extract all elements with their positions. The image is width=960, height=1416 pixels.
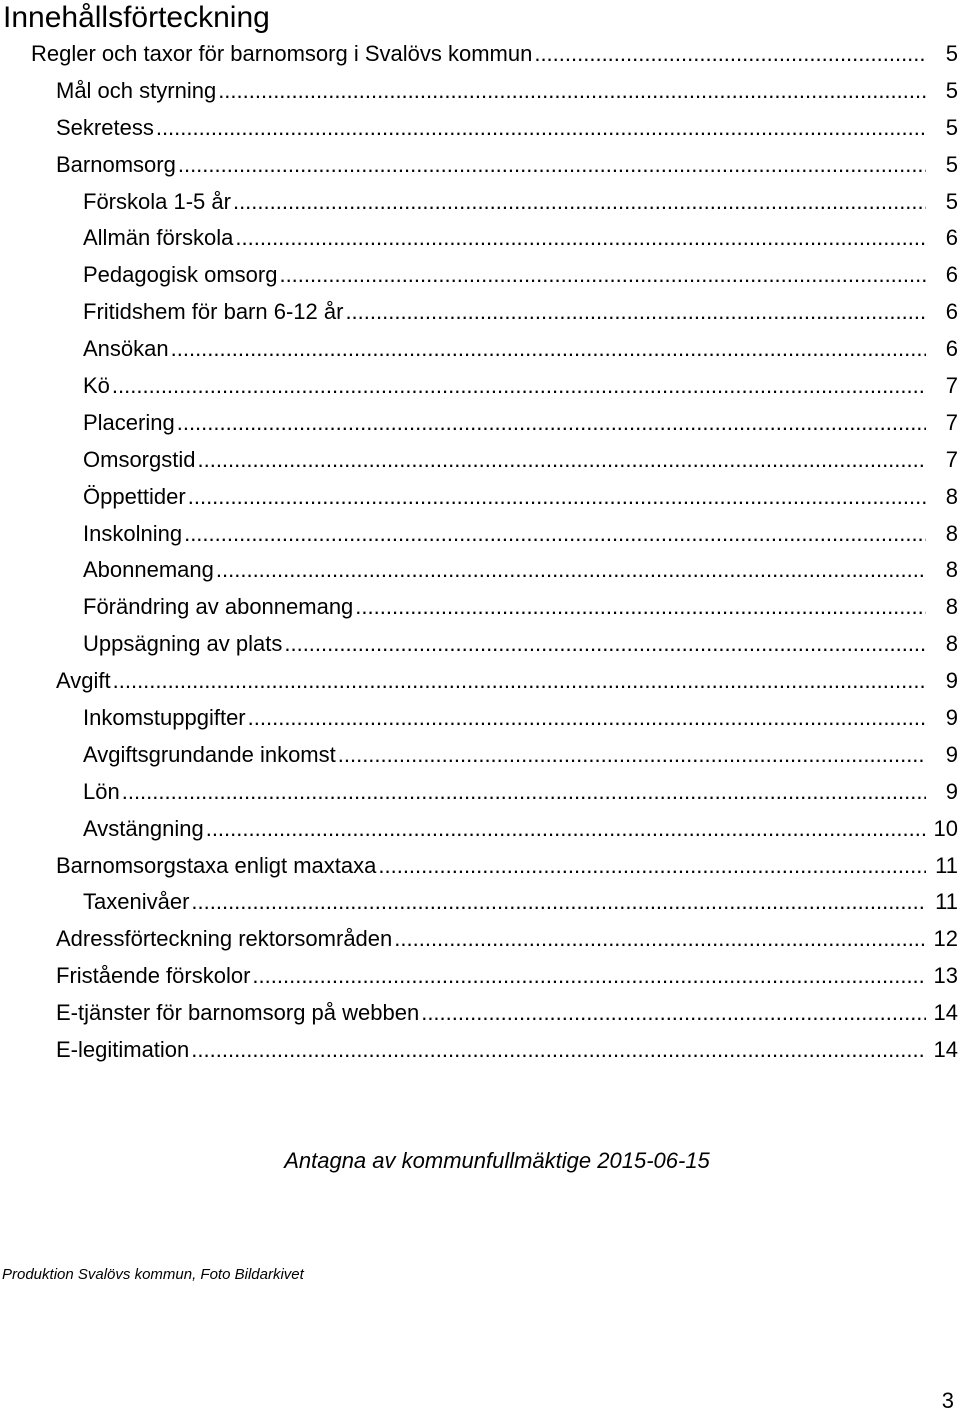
toc-dot-leader <box>284 626 926 663</box>
toc-dot-leader <box>338 737 926 774</box>
toc-entry-page: 6 <box>945 225 958 251</box>
toc-entry-title: Allmän förskola <box>83 225 234 251</box>
toc-entry-page: 12 <box>933 926 958 952</box>
toc-entry[interactable] <box>0 737 960 774</box>
toc-entry-page: 9 <box>945 778 958 804</box>
toc-entry-title: Avgift <box>56 668 111 694</box>
toc-entry[interactable] <box>0 36 960 73</box>
toc-entry-title: Abonnemang <box>83 557 214 583</box>
toc-dot-leader <box>378 848 926 885</box>
toc-entry[interactable] <box>0 552 960 589</box>
toc-entry-title: Avstängning <box>83 815 204 841</box>
toc-dot-leader <box>394 921 926 958</box>
toc-entry-title: Avgiftsgrundande inkomst <box>83 741 336 767</box>
toc-dot-leader <box>421 995 926 1032</box>
toc-entry[interactable] <box>0 257 960 294</box>
toc-dot-leader <box>177 405 926 442</box>
production-credits: Produktion Svalövs kommun, Foto Bildarkivet <box>2 1266 304 1283</box>
toc-dot-leader <box>178 147 926 184</box>
toc-entry-title: Uppsägning av plats <box>83 631 283 657</box>
toc-entry[interactable] <box>0 921 960 958</box>
toc-entry-page: 9 <box>945 741 958 767</box>
toc-entry[interactable] <box>0 663 960 700</box>
toc-entry-title: Inskolning <box>83 520 183 546</box>
toc-entry-page: 8 <box>945 483 958 509</box>
toc-entry-title: Omsorgstid <box>83 446 196 472</box>
toc-dot-leader <box>248 700 926 737</box>
toc-entry-page: 8 <box>945 520 958 546</box>
toc-entry-page: 7 <box>945 409 958 435</box>
toc-dot-leader <box>235 220 926 257</box>
toc-entry[interactable] <box>0 700 960 737</box>
toc-dot-leader <box>191 884 926 921</box>
toc-dot-leader <box>113 663 926 700</box>
toc-entry[interactable] <box>0 73 960 110</box>
toc-entry-page: 5 <box>945 41 958 66</box>
toc-dot-leader <box>218 73 926 110</box>
toc-entry[interactable] <box>0 884 960 921</box>
toc-entry-title: Fritidshem för barn 6-12 år <box>83 299 344 325</box>
toc-entry-title: Öppettider <box>83 483 186 509</box>
toc-entry-title: Mål och styrning <box>56 77 217 103</box>
toc-entry-page: 11 <box>935 889 958 915</box>
toc-entry[interactable] <box>0 147 960 184</box>
toc-entry-page: 9 <box>945 668 958 694</box>
toc-entry-page: 8 <box>945 557 958 583</box>
toc-entry[interactable] <box>0 368 960 405</box>
toc-entry-page: 14 <box>933 1037 958 1063</box>
toc-entry-page: 5 <box>945 188 958 214</box>
toc-entry-page: 14 <box>933 1000 958 1026</box>
toc-dot-leader <box>191 1032 926 1069</box>
toc-entry-title: Förskola 1-5 år <box>83 188 231 214</box>
toc-dot-leader <box>122 774 926 811</box>
toc-entry[interactable] <box>0 811 960 848</box>
toc-dot-leader <box>206 811 926 848</box>
toc-dot-leader <box>279 257 926 294</box>
toc-dot-leader <box>233 184 926 221</box>
toc-entry[interactable] <box>0 958 960 995</box>
toc-dot-leader <box>534 36 926 73</box>
toc-entry-page: 6 <box>945 336 958 362</box>
toc-entry[interactable] <box>0 331 960 368</box>
toc-entry[interactable] <box>0 1032 960 1069</box>
toc-entry-page: 5 <box>945 114 958 140</box>
toc-heading: Innehållsförteckning <box>3 1 270 34</box>
toc-dot-leader <box>184 516 926 553</box>
toc-dot-leader <box>112 368 926 405</box>
toc-entry-title: E-legitimation <box>56 1037 190 1063</box>
toc-entry-page: 13 <box>933 963 958 989</box>
toc-entry[interactable] <box>0 516 960 553</box>
toc-dot-leader <box>355 589 926 626</box>
toc-entry[interactable] <box>0 774 960 811</box>
toc-dot-leader <box>252 958 926 995</box>
toc-dot-leader <box>171 331 926 368</box>
toc-entry-page: 8 <box>945 631 958 657</box>
toc-dot-leader <box>156 110 926 147</box>
toc-dot-leader <box>345 294 926 331</box>
toc-entry-title: Placering <box>83 409 175 435</box>
toc-entry[interactable] <box>0 220 960 257</box>
toc-entry-page: 8 <box>945 594 958 620</box>
toc-entry-title: Inkomstuppgifter <box>83 705 246 731</box>
toc-entry[interactable] <box>0 405 960 442</box>
toc-entry[interactable] <box>0 294 960 331</box>
toc-entry-title: Förändring av abonnemang <box>83 594 354 620</box>
toc-entry-title: Fristående förskolor <box>56 963 251 989</box>
toc-entry-page: 5 <box>945 77 958 103</box>
toc-entry[interactable] <box>0 626 960 663</box>
toc-entry-title: E-tjänster för barnomsorg på webben <box>56 1000 420 1026</box>
toc-entry-title: Sekretess <box>56 114 154 140</box>
toc-dot-leader <box>216 552 926 589</box>
toc-entry-title: Kö <box>83 373 110 399</box>
toc-entry-page: 11 <box>935 852 958 878</box>
toc-entry-page: 6 <box>945 262 958 288</box>
toc-entry[interactable] <box>0 995 960 1032</box>
toc-entry-title: Ansökan <box>83 336 169 362</box>
toc-entry-page: 6 <box>945 299 958 325</box>
toc-entry-title: Lön <box>83 778 120 804</box>
toc-entry-page: 9 <box>945 705 958 731</box>
toc-entry[interactable] <box>0 184 960 221</box>
toc-dot-leader <box>188 479 926 516</box>
toc-entry-page: 7 <box>945 446 958 472</box>
toc-entry-page: 7 <box>945 373 958 399</box>
toc-dot-leader <box>197 442 926 479</box>
toc-entry-title: Adressförteckning rektorsområden <box>56 926 393 952</box>
toc-entry-title: Taxenivåer <box>83 889 190 915</box>
page-number: 3 <box>941 1388 954 1413</box>
toc-entry-title: Barnomsorgstaxa enligt maxtaxa <box>56 852 377 878</box>
toc-entry[interactable] <box>0 110 960 147</box>
adoption-note: Antagna av kommunfullmäktige 2015-06-15 <box>284 1148 710 1173</box>
toc-entry[interactable] <box>0 848 960 885</box>
toc-entry-title: Barnomsorg <box>56 151 176 177</box>
toc-entry[interactable] <box>0 479 960 516</box>
table-of-contents <box>0 36 960 1069</box>
toc-entry[interactable] <box>0 589 960 626</box>
toc-entry-page: 5 <box>945 151 958 177</box>
toc-entry-title: Regler och taxor för barnomsorg i Svalövs kommun <box>31 41 533 66</box>
toc-entry-page: 10 <box>933 815 958 841</box>
toc-entry-title: Pedagogisk omsorg <box>83 262 278 288</box>
toc-entry[interactable] <box>0 442 960 479</box>
